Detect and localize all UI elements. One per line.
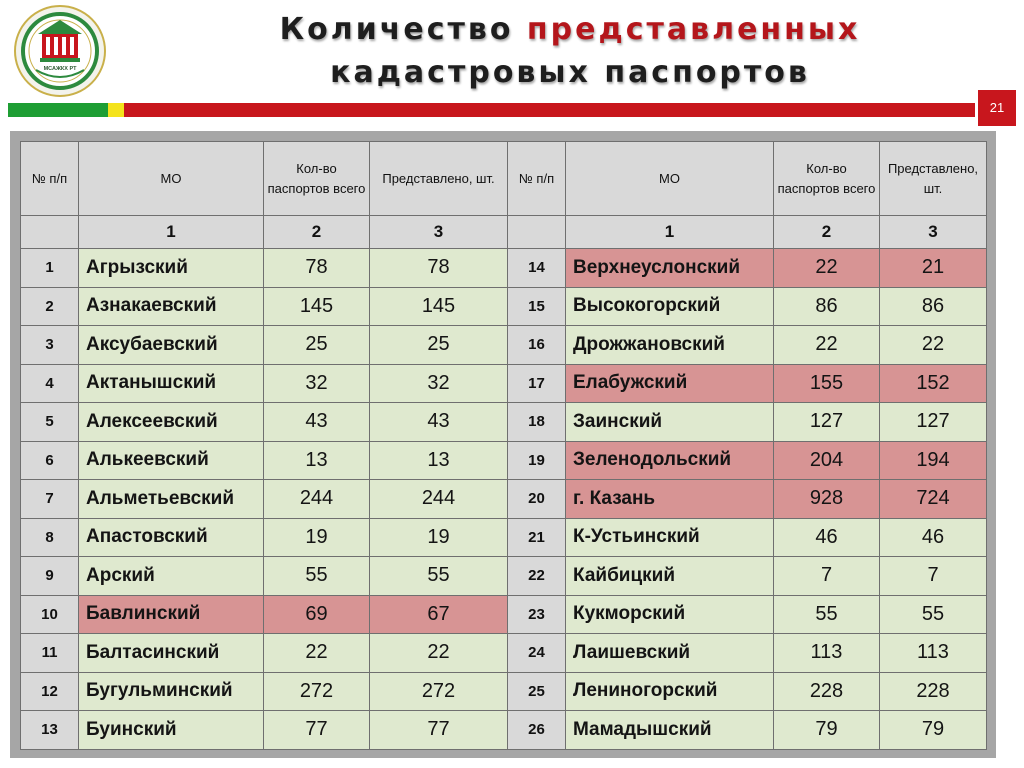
passports-presented: 145: [370, 287, 508, 326]
municipality-name: Высокогорский: [566, 287, 774, 326]
municipality-name: Апастовский: [79, 518, 264, 557]
passports-total: 78: [264, 249, 370, 288]
passports-total: 25: [264, 326, 370, 365]
title-word-plain: Количество: [279, 12, 514, 47]
municipality-name: Заинский: [566, 403, 774, 442]
municipality-name: Азнакаевский: [79, 287, 264, 326]
passports-presented: 7: [880, 557, 987, 596]
passports-total: 113: [774, 634, 880, 673]
row-number: 14: [508, 249, 566, 288]
municipality-name: Агрызский: [79, 249, 264, 288]
row-number: 13: [21, 711, 79, 750]
table-row: [21, 480, 987, 519]
municipality-name: г. Казань: [566, 480, 774, 519]
passports-total: 228: [774, 672, 880, 711]
index-num-right: [508, 216, 566, 249]
column-index-row: [21, 216, 987, 249]
row-number: 5: [21, 403, 79, 442]
row-number: 18: [508, 403, 566, 442]
passports-total: 43: [264, 403, 370, 442]
passports-presented: 78: [370, 249, 508, 288]
row-number: 15: [508, 287, 566, 326]
table-row: [21, 249, 987, 288]
municipality-name: Кукморский: [566, 595, 774, 634]
index-presented-left: 3: [370, 216, 508, 249]
passports-total: 55: [774, 595, 880, 634]
municipality-name: Арский: [79, 557, 264, 596]
passports-total: 22: [774, 326, 880, 365]
stripe-yellow: [108, 103, 124, 117]
passports-presented: 43: [370, 403, 508, 442]
page-number: 21: [978, 90, 1016, 126]
header-num-left: № п/п: [21, 142, 79, 216]
table-row: [21, 518, 987, 557]
passports-presented: 77: [370, 711, 508, 750]
index-mo-left: 1: [79, 216, 264, 249]
municipality-name: Алькеевский: [79, 441, 264, 480]
row-number: 2: [21, 287, 79, 326]
passports-total: 127: [774, 403, 880, 442]
row-number: 26: [508, 711, 566, 750]
municipality-name: Лениногорский: [566, 672, 774, 711]
index-total-right: 2: [774, 216, 880, 249]
stripe-green: [8, 103, 108, 117]
table-row: [21, 634, 987, 673]
row-number: 1: [21, 249, 79, 288]
passports-total: 46: [774, 518, 880, 557]
row-number: 10: [21, 595, 79, 634]
passports-total: 55: [264, 557, 370, 596]
passports-total: 272: [264, 672, 370, 711]
page-title: [150, 8, 990, 94]
passports-presented: 21: [880, 249, 987, 288]
table-row: [21, 441, 987, 480]
passports-total: 7: [774, 557, 880, 596]
row-number: 4: [21, 364, 79, 403]
municipality-name: Елабужский: [566, 364, 774, 403]
row-number: 20: [508, 480, 566, 519]
passports-total: 928: [774, 480, 880, 519]
row-number: 25: [508, 672, 566, 711]
passports-presented: 55: [370, 557, 508, 596]
passports-presented: 46: [880, 518, 987, 557]
row-number: 17: [508, 364, 566, 403]
logo-caption: МСАЖКХ РТ: [43, 66, 77, 72]
row-number: 19: [508, 441, 566, 480]
header-num-right: № п/п: [508, 142, 566, 216]
passports-presented: 67: [370, 595, 508, 634]
row-number: 22: [508, 557, 566, 596]
passports-total: 155: [774, 364, 880, 403]
passports-presented: 244: [370, 480, 508, 519]
passports-presented: 86: [880, 287, 987, 326]
row-number: 12: [21, 672, 79, 711]
passports-presented: 113: [880, 634, 987, 673]
header-mo-right: МО: [566, 142, 774, 216]
municipality-name: Альметьевский: [79, 480, 264, 519]
table-row: [21, 557, 987, 596]
row-number: 24: [508, 634, 566, 673]
cadastral-table: [20, 141, 987, 750]
header-total-right: Кол-во паспортов всего: [774, 142, 880, 216]
title-word-accent: представленных: [526, 12, 861, 47]
passports-presented: 32: [370, 364, 508, 403]
index-presented-right: 3: [880, 216, 987, 249]
passports-total: 79: [774, 711, 880, 750]
passports-presented: 22: [370, 634, 508, 673]
row-number: 8: [21, 518, 79, 557]
index-mo-right: 1: [566, 216, 774, 249]
header-mo-left: МО: [79, 142, 264, 216]
passports-total: 22: [774, 249, 880, 288]
passports-presented: 228: [880, 672, 987, 711]
passports-total: 145: [264, 287, 370, 326]
passports-presented: 55: [880, 595, 987, 634]
passports-total: 32: [264, 364, 370, 403]
table-row: [21, 287, 987, 326]
table-row: [21, 672, 987, 711]
row-number: 11: [21, 634, 79, 673]
index-total-left: 2: [264, 216, 370, 249]
table-frame: [10, 131, 996, 758]
passports-presented: 194: [880, 441, 987, 480]
row-number: 9: [21, 557, 79, 596]
municipality-name: Бугульминский: [79, 672, 264, 711]
passports-total: 86: [774, 287, 880, 326]
title-line-2: кадастровых паспортов: [330, 55, 810, 90]
municipality-name: Актанышский: [79, 364, 264, 403]
row-number: 6: [21, 441, 79, 480]
municipality-name: Мамадышский: [566, 711, 774, 750]
passports-total: 69: [264, 595, 370, 634]
passports-presented: 79: [880, 711, 987, 750]
passports-presented: 127: [880, 403, 987, 442]
header-row: [21, 142, 987, 216]
table-body: [21, 142, 987, 750]
passports-presented: 22: [880, 326, 987, 365]
table-row: [21, 711, 987, 750]
passports-total: 77: [264, 711, 370, 750]
header-presented-right: Представлено, шт.: [880, 142, 987, 216]
municipality-name: Дрожжановский: [566, 326, 774, 365]
municipality-name: Балтасинский: [79, 634, 264, 673]
passports-total: 13: [264, 441, 370, 480]
municipality-name: Верхнеуслонский: [566, 249, 774, 288]
municipality-name: Лаишевский: [566, 634, 774, 673]
passports-presented: 724: [880, 480, 987, 519]
passports-total: 204: [774, 441, 880, 480]
municipality-name: Буинский: [79, 711, 264, 750]
municipality-name: Зеленодольский: [566, 441, 774, 480]
header-total-left: Кол-во паспортов всего: [264, 142, 370, 216]
passports-total: 22: [264, 634, 370, 673]
passports-presented: 272: [370, 672, 508, 711]
municipality-name: Кайбицкий: [566, 557, 774, 596]
municipality-name: Бавлинский: [79, 595, 264, 634]
row-number: 23: [508, 595, 566, 634]
passports-presented: 13: [370, 441, 508, 480]
index-num-left: [21, 216, 79, 249]
row-number: 7: [21, 480, 79, 519]
municipality-name: Аксубаевский: [79, 326, 264, 365]
row-number: 21: [508, 518, 566, 557]
passports-presented: 152: [880, 364, 987, 403]
row-number: 16: [508, 326, 566, 365]
ministry-logo: [13, 4, 107, 98]
municipality-name: К-Устьинский: [566, 518, 774, 557]
header-presented-left: Представлено, шт.: [370, 142, 508, 216]
table-row: [21, 403, 987, 442]
passports-presented: 25: [370, 326, 508, 365]
passports-presented: 19: [370, 518, 508, 557]
table-row: [21, 595, 987, 634]
table-row: [21, 364, 987, 403]
passports-total: 244: [264, 480, 370, 519]
municipality-name: Алексеевский: [79, 403, 264, 442]
table-row: [21, 326, 987, 365]
passports-total: 19: [264, 518, 370, 557]
stripe-red: [124, 103, 975, 117]
row-number: 3: [21, 326, 79, 365]
